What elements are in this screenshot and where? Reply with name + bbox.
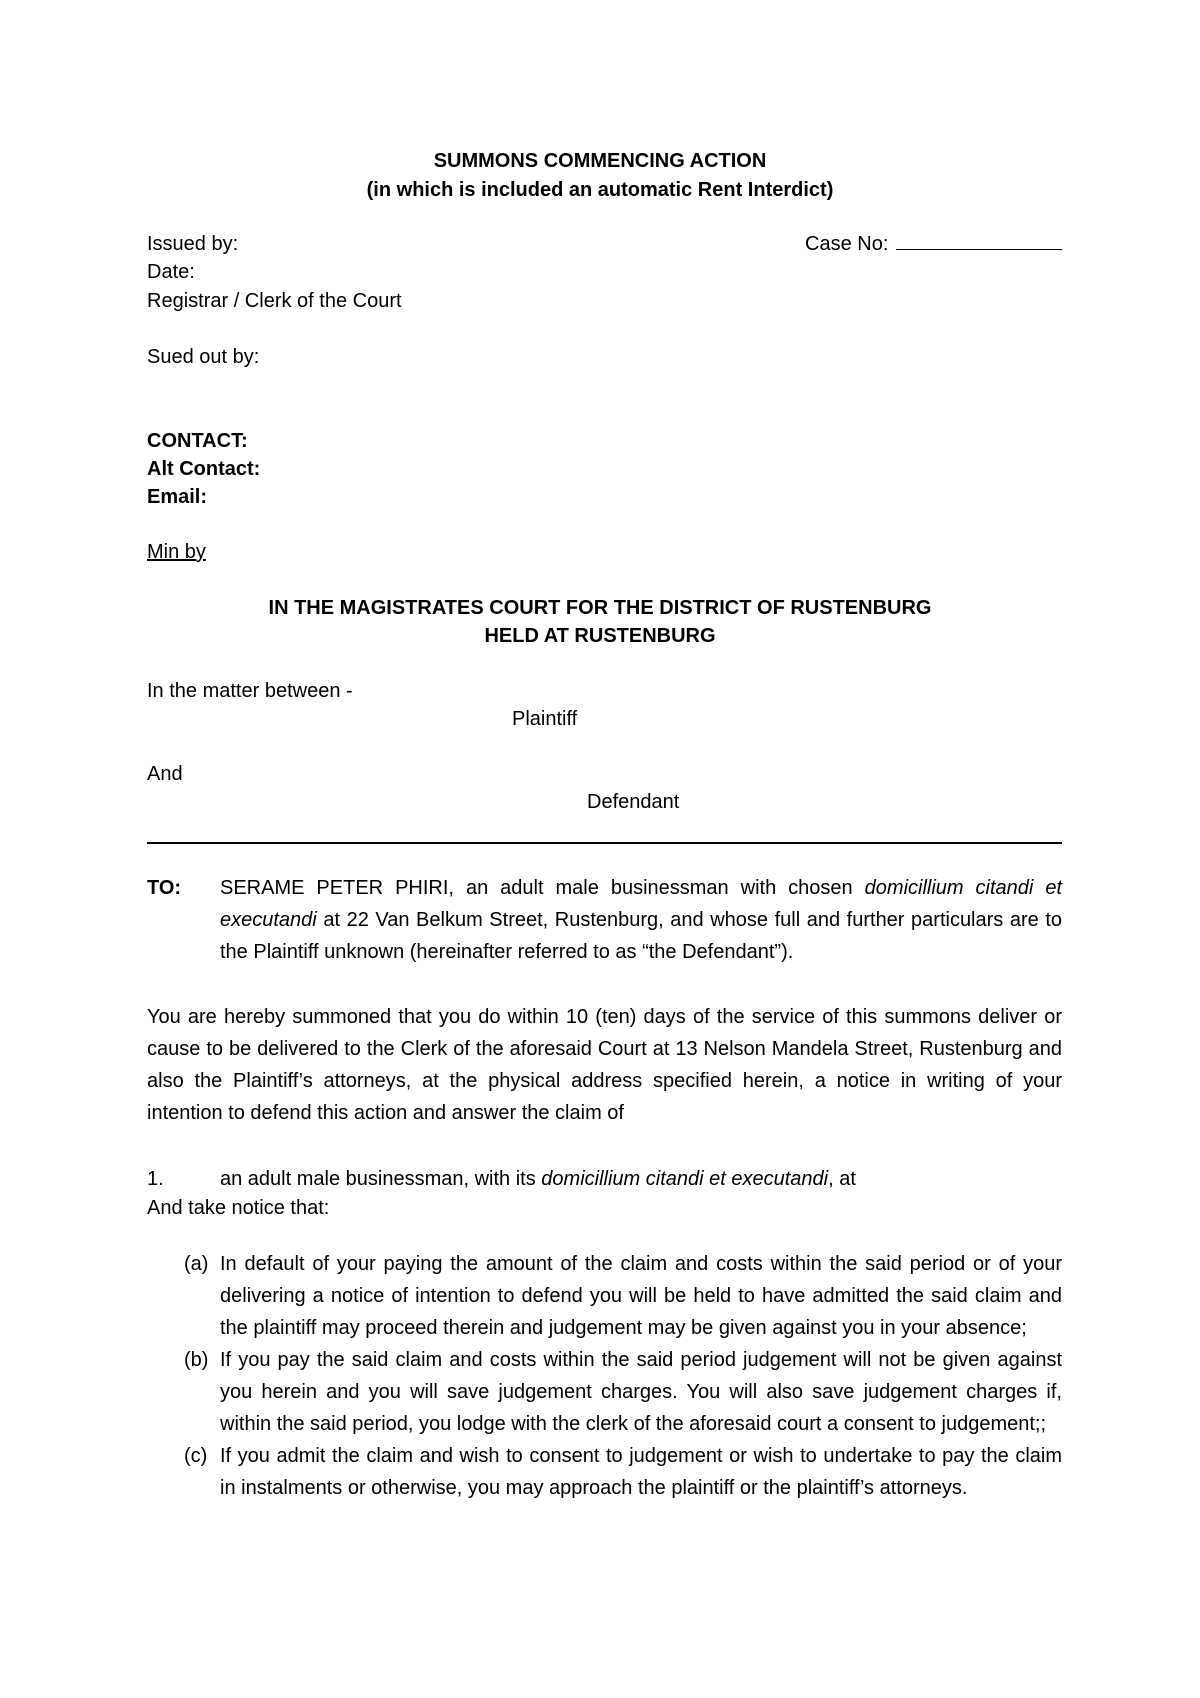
case-number-label: Case No: [805, 233, 889, 255]
matter-between-label: In the matter between - [147, 680, 353, 702]
notice-c-line-1: If you admit the claim and wish to consent to judgement or wish to undertake to pay the claim [220, 1445, 1062, 1467]
min-by-text: Min by [147, 541, 206, 563]
email-label: Email: [147, 486, 208, 508]
summoned-line-2: cause to be delivered to the Clerk of the aforesaid Court at 13 Nelson Mandela Street, Rustenburg and [147, 1038, 1062, 1060]
summoned-line-1: You are hereby summoned that you do within 10 (ten) days of the service of this summons deliver or [147, 1006, 1062, 1028]
item-1-text-c: , at [828, 1168, 856, 1190]
summoned-line-3: also the Plaintiff’s attorneys, at the physical address specified herein, a notice in writing of your [147, 1070, 1062, 1092]
to-line-2 [220, 904, 1062, 936]
item-1-text-a: an adult male businessman, with its [220, 1168, 536, 1190]
divider-line [147, 842, 1062, 844]
contact-label: CONTACT: [147, 430, 248, 452]
document-subtitle: (in which is included an automatic Rent Interdict) [366, 179, 834, 201]
court-held-at: HELD AT RUSTENBURG [484, 625, 716, 647]
court-heading: IN THE MAGISTRATES COURT FOR THE DISTRICT OF RUSTENBURG [268, 597, 932, 619]
summoned-line-4: intention to defend this action and answer the claim of [147, 1102, 624, 1124]
to-label: TO: [147, 877, 182, 899]
notice-b-line-1: If you pay the said claim and costs within the said period judgement will not be given against [220, 1349, 1062, 1371]
case-number-field [805, 230, 1062, 258]
issued-by-label: Issued by: [147, 233, 239, 255]
to-paragraph [220, 872, 1062, 968]
to-line-1-text: SERAME PETER PHIRI, an adult male businessman with chosen [220, 877, 853, 899]
to-line-3: the Plaintiff unknown (hereinafter referred to as “the Defendant”). [220, 941, 794, 963]
to-line-1 [220, 872, 1062, 904]
notice-b-line-2: you herein and you will save judgement charges. You will also save judgement charges if, [220, 1381, 1062, 1403]
notice-b-label: (b) [184, 1349, 209, 1371]
and-label: And [147, 763, 183, 785]
min-by-label [147, 538, 206, 566]
item-1-text [220, 1165, 856, 1193]
notice-a-line-2: delivering a notice of intention to defend you will be held to have admitted the said claim and [220, 1285, 1062, 1307]
notice-b-text [220, 1344, 1062, 1440]
sued-out-by-label: Sued out by: [147, 346, 260, 368]
registrar-label: Registrar / Clerk of the Court [147, 290, 402, 312]
plaintiff-label: Plaintiff [512, 708, 578, 730]
to-line-2-italic: executandi [220, 909, 317, 931]
notice-c-label: (c) [184, 1445, 208, 1467]
defendant-label: Defendant [587, 791, 680, 813]
to-line-2-text: at 22 Van Belkum Street, Rustenburg, and whose full and further particulars are to [323, 909, 1063, 931]
notice-a-label: (a) [184, 1253, 209, 1275]
notice-b-line-3: within the said period, you lodge with the clerk of the aforesaid court a consent to judgement;; [220, 1413, 1047, 1435]
notice-c-text [220, 1440, 1062, 1504]
notice-a-text [220, 1248, 1062, 1344]
notice-a-line-1: In default of your paying the amount of the claim and costs within the said period or of your [220, 1253, 1062, 1275]
document-title: SUMMONS COMMENCING ACTION [433, 150, 767, 172]
alt-contact-label: Alt Contact: [147, 458, 261, 480]
item-1-number: 1. [147, 1168, 164, 1190]
take-notice-label: And take notice that: [147, 1197, 330, 1219]
date-label: Date: [147, 261, 195, 283]
notice-a-line-3: the plaintiff may proceed therein and judgement may be given against you in your absence; [220, 1317, 1027, 1339]
item-1-italic: domicillium citandi et executandi [541, 1168, 829, 1190]
to-line-1-italic: domicillium citandi et [864, 877, 1063, 899]
case-number-blank [896, 231, 1062, 250]
summoned-paragraph [147, 1001, 1062, 1129]
notice-c-line-2: in instalments or otherwise, you may approach the plaintiff or the plaintiff’s attorneys. [220, 1477, 968, 1499]
